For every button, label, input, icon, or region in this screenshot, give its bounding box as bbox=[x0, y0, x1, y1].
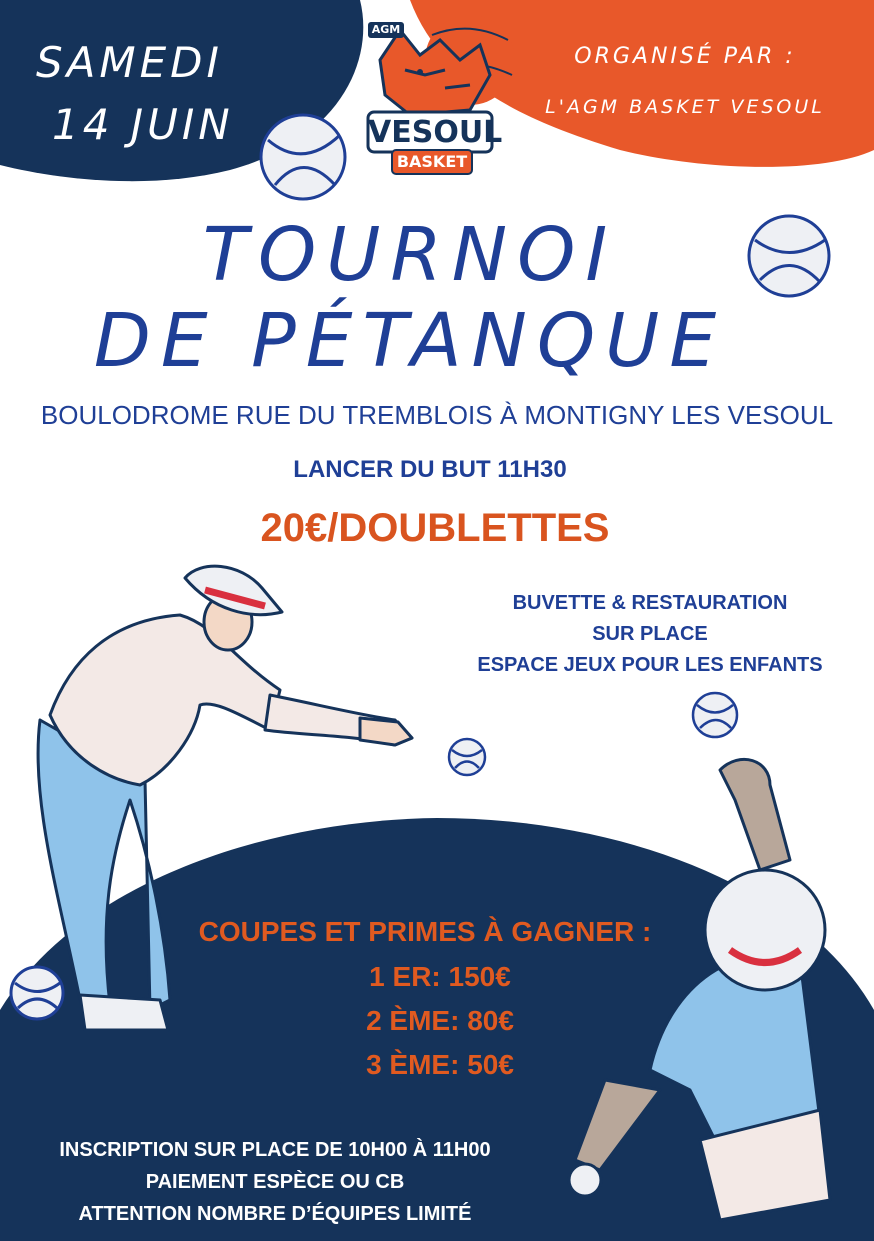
footer-line-3: ATTENTION NOMBRE D’ÉQUIPES LIMITÉ bbox=[78, 1203, 472, 1225]
price: 20€/DOUBLETTES bbox=[260, 506, 610, 550]
date-line-1: SAMEDI bbox=[36, 38, 223, 87]
petanque-ball-icon bbox=[449, 739, 485, 775]
logo-sub: BASKET bbox=[396, 152, 468, 171]
organizer-label: ORGANISÉ PAR : bbox=[574, 44, 796, 69]
prizes-list bbox=[280, 955, 600, 1087]
organizer-name: L'AGM BASKET VESOUL bbox=[545, 96, 825, 118]
services-block bbox=[450, 588, 850, 681]
services-line-3: ESPACE JEUX POUR LES ENFANTS bbox=[477, 654, 823, 676]
footer-block bbox=[20, 1134, 530, 1230]
title-line-1: TOURNOI bbox=[202, 212, 618, 298]
prize-first: 1 ER: 150€ bbox=[369, 961, 511, 992]
date-line-2: 14 JUIN bbox=[52, 100, 234, 149]
logo-name: VESOUL bbox=[368, 115, 503, 150]
services-line-2: SUR PLACE bbox=[592, 623, 708, 645]
venue: BOULODROME RUE DU TREMBLOIS À MONTIGNY LES VESOUL bbox=[40, 400, 834, 430]
footer-line-1: INSCRIPTION SUR PLACE DE 10H00 À 11H00 bbox=[59, 1139, 491, 1161]
petanque-ball-icon bbox=[693, 693, 737, 737]
prize-second: 2 ÈME: 80€ bbox=[366, 1005, 514, 1036]
lancer-time: LANCER DU BUT 11H30 bbox=[293, 456, 567, 483]
services-line-1: BUVETTE & RESTAURATION bbox=[512, 592, 788, 614]
footer-line-2: PAIEMENT ESPÈCE OU CB bbox=[145, 1171, 405, 1193]
petanque-ball-icon bbox=[749, 216, 829, 296]
logo-badge: AGM bbox=[371, 23, 401, 36]
title-line-2: DE PÉTANQUE bbox=[93, 298, 727, 384]
prize-third: 3 ÈME: 50€ bbox=[366, 1049, 514, 1080]
prizes-heading: COUPES ET PRIMES À GAGNER : bbox=[198, 916, 652, 947]
petanque-ball-icon bbox=[11, 967, 63, 1019]
